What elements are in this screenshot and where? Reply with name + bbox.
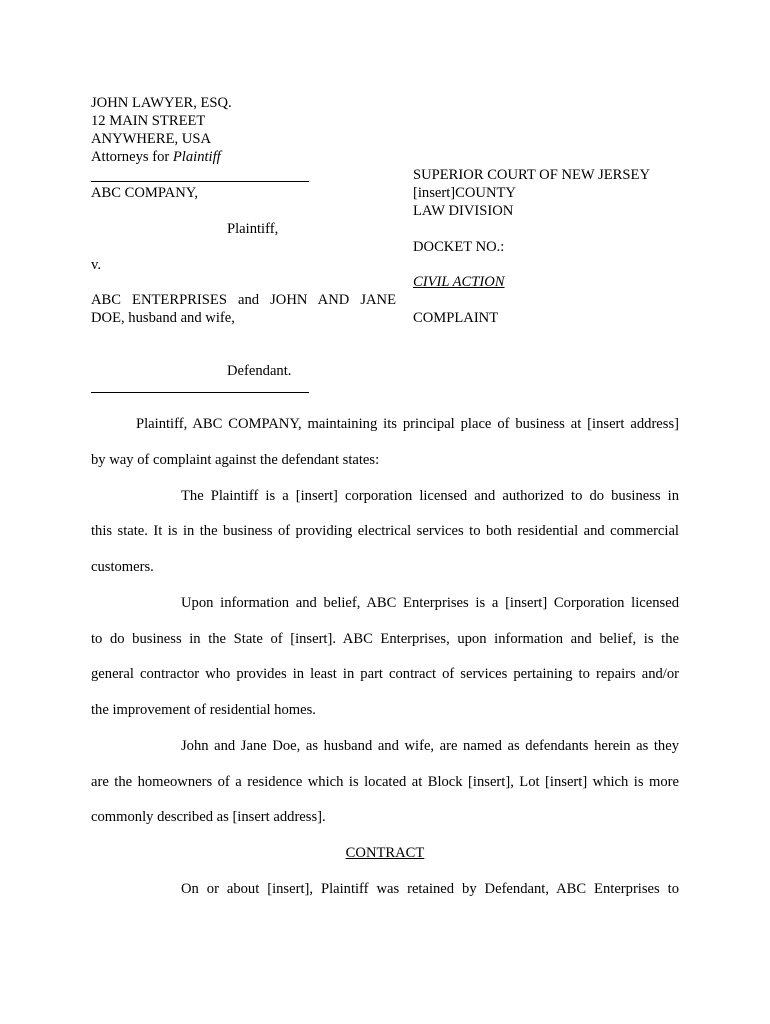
- attorney-street: 12 MAIN STREET: [91, 113, 206, 129]
- plaintiff-label: Plaintiff,: [227, 221, 279, 237]
- attorneys-for-line: [91, 148, 221, 166]
- attorney-name: JOHN LAWYER, ESQ.: [91, 95, 232, 111]
- paragraph2-line4: the improvement of residential homes.: [91, 702, 316, 718]
- docket-number: DOCKET NO.:: [413, 239, 505, 255]
- paragraph1-line1: The Plaintiff is a [insert] corporation licensed and authorized to do business in: [181, 488, 679, 504]
- defendant-name-line2: DOE, husband and wife,: [91, 310, 235, 326]
- paragraph1-line3: customers.: [91, 559, 154, 575]
- action-type: CIVIL ACTION: [413, 274, 505, 290]
- paragraph3-line3: commonly described as [insert address].: [91, 809, 326, 825]
- intro-line1: Plaintiff, ABC COMPANY, maintaining its principal place of business at [insert address]: [136, 416, 679, 432]
- section-heading-contract: CONTRACT: [345, 845, 425, 861]
- court-division: LAW DIVISION: [413, 203, 514, 219]
- versus-label: v.: [91, 257, 101, 273]
- paragraph2-line3: general contractor who provides in least in part contract of services pertaining to repairs and/or: [91, 666, 679, 682]
- plaintiff-name: ABC COMPANY,: [91, 185, 199, 201]
- paragraph2-line1: Upon information and belief, ABC Enterprises is a [insert] Corporation licensed: [181, 595, 679, 611]
- paragraph3-line1: John and Jane Doe, as husband and wife, are named as defendants herein as they: [181, 738, 679, 754]
- document-type: COMPLAINT: [413, 310, 499, 326]
- defendant-label: Defendant.: [227, 363, 292, 379]
- paragraph3-line2: are the homeowners of a residence which is located at Block [insert], Lot [insert] which is more: [91, 774, 679, 790]
- paragraph2-line2: to do business in the State of [insert]. ABC Enterprises, upon information and belief, is the: [91, 631, 679, 647]
- paragraph4-line1: On or about [insert], Plaintiff was retained by Defendant, ABC Enterprises to: [181, 881, 679, 897]
- caption-bottom-rule: [91, 392, 309, 393]
- attorney-city: ANYWHERE, USA: [91, 131, 211, 147]
- court-county: [insert]COUNTY: [413, 185, 516, 201]
- intro-line2: by way of complaint against the defendant states:: [91, 452, 380, 468]
- attorneys-for-party: Plaintiff: [172, 149, 221, 165]
- defendant-name-line1: ABC ENTERPRISES and JOHN AND JANE: [91, 292, 396, 308]
- caption-top-rule: [91, 181, 309, 182]
- court-name: SUPERIOR COURT OF NEW JERSEY: [413, 167, 650, 183]
- attorneys-for-prefix: Attorneys for: [91, 149, 173, 165]
- paragraph1-line2: this state. It is in the business of providing electrical services to both residential and commercial: [91, 523, 679, 539]
